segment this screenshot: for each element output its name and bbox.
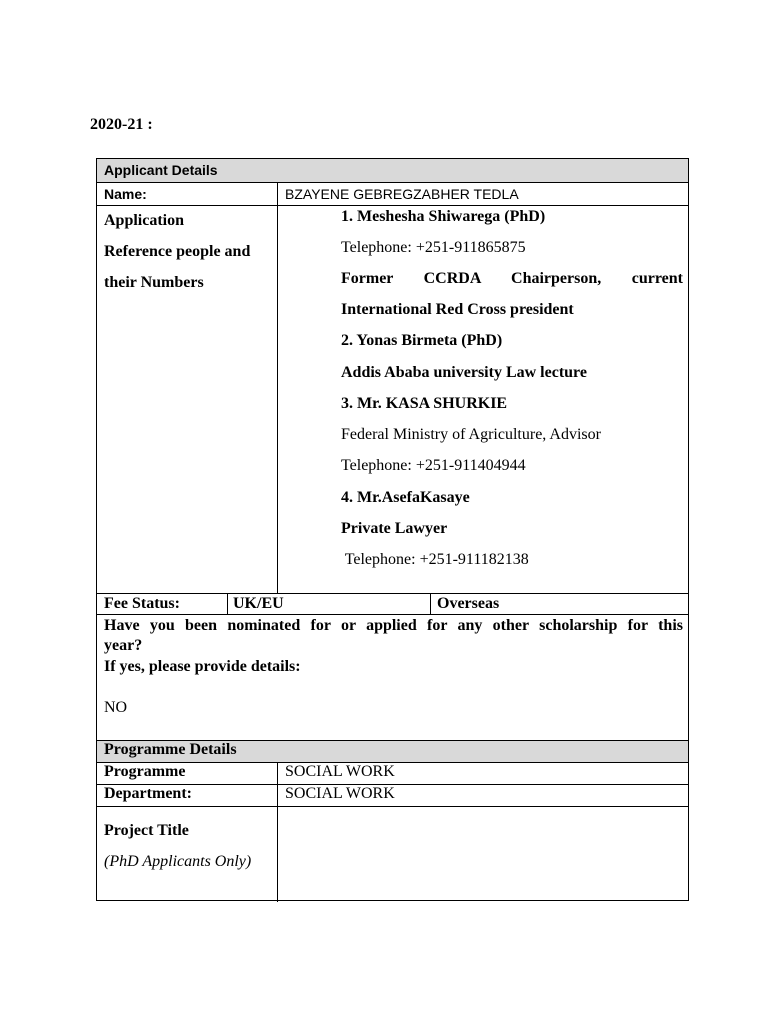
name-value: BZAYENE GEBREGZABHER TEDLA	[285, 186, 519, 202]
scholarship-question-line-1: Have you been nominated for or applied for any other scholarship for this	[104, 617, 683, 634]
reference-1-role-line-2: International Red Cross president	[341, 301, 574, 318]
programme-label: Programme	[104, 763, 186, 780]
project-title-value[interactable]	[285, 822, 680, 892]
scholarship-answer[interactable]: NO	[104, 699, 128, 716]
reference-3-role: Federal Ministry of Agriculture, Advisor	[341, 426, 601, 443]
reference-4-name: 4. Mr.AsefaKasaye	[341, 489, 470, 506]
reference-1-role-line-1: Former CCRDA Chairperson, current	[341, 270, 683, 287]
department-label: Department:	[104, 785, 192, 802]
reference-4-phone: Telephone: +251-911182138	[341, 551, 529, 568]
reference-1-phone: Telephone: +251-911865875	[341, 239, 526, 256]
reference-2-role: Addis Ababa university Law lecture	[341, 364, 587, 381]
form-year-heading: 2020-21 :	[90, 116, 153, 133]
department-value[interactable]: SOCIAL WORK	[285, 785, 395, 802]
fee-option-uk-eu[interactable]: UK/EU	[233, 595, 284, 612]
scholarship-details-prompt: If yes, please provide details:	[104, 658, 301, 675]
project-title-label: Project Title	[104, 822, 189, 839]
reference-1-name: 1. Meshesha Shiwarega (PhD)	[341, 208, 546, 225]
reference-4-role: Private Lawyer	[341, 520, 448, 537]
applicant-details-title: Applicant Details	[104, 162, 218, 178]
programme-details-header	[97, 741, 688, 762]
project-title-note: (PhD Applicants Only)	[104, 853, 252, 870]
reference-label-line-2: Reference people and	[104, 243, 251, 260]
programme-details-title: Programme Details	[104, 741, 237, 758]
applicant-details-header	[97, 159, 688, 182]
reference-2-name: 2. Yonas Birmeta (PhD)	[341, 332, 503, 349]
fee-status-label: Fee Status:	[104, 595, 180, 612]
reference-3-name: 3. Mr. KASA SHURKIE	[341, 395, 508, 412]
reference-3-phone: Telephone: +251-911404944	[341, 457, 526, 474]
fee-option-overseas[interactable]: Overseas	[437, 595, 500, 612]
scholarship-question-line-2: year?	[104, 637, 143, 654]
reference-label-line-1: Application	[104, 212, 185, 229]
programme-value[interactable]: SOCIAL WORK	[285, 763, 395, 780]
reference-label-line-3: their Numbers	[104, 274, 204, 291]
application-form-table	[96, 158, 689, 901]
name-label: Name:	[104, 186, 147, 202]
